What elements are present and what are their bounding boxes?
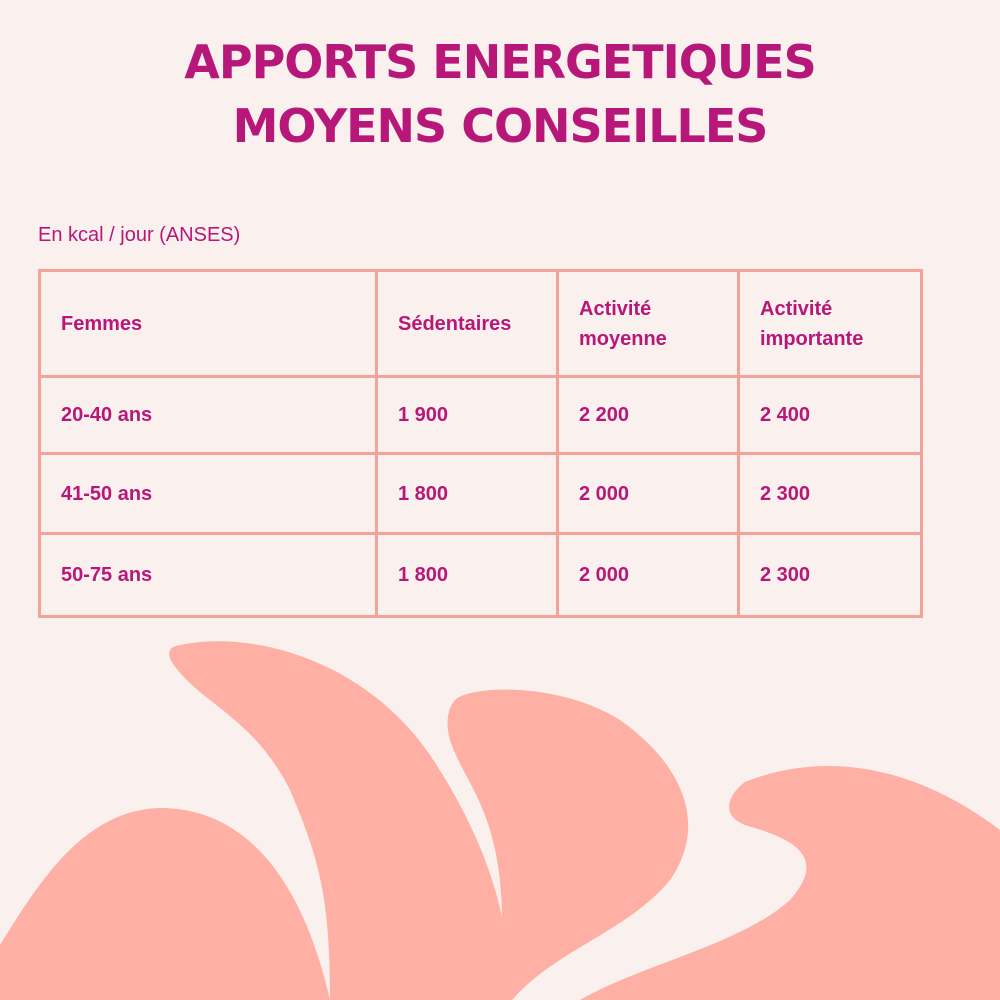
value-cell: 2 400 bbox=[739, 377, 922, 454]
value-cell: 2 300 bbox=[739, 534, 922, 617]
table-row bbox=[40, 534, 922, 617]
table-row bbox=[40, 377, 922, 454]
energy-intake-table bbox=[38, 269, 923, 618]
title-line-1: APPORTS ENERGETIQUES bbox=[184, 35, 816, 89]
value-cell: 2 000 bbox=[558, 454, 739, 534]
value-cell: 2 200 bbox=[558, 377, 739, 454]
value-cell: 2 300 bbox=[739, 454, 922, 534]
value-cell: 2 000 bbox=[558, 534, 739, 617]
page-title bbox=[0, 30, 1000, 158]
header-cell-femmes: Femmes bbox=[40, 271, 377, 377]
petal-shape-left bbox=[0, 808, 330, 1000]
petal-shape-right bbox=[580, 766, 1000, 1000]
value-cell: 1 800 bbox=[377, 454, 558, 534]
header-cell-sedentaires: Sédentaires bbox=[377, 271, 558, 377]
age-range-cell: 41-50 ans bbox=[40, 454, 377, 534]
value-cell: 1 900 bbox=[377, 377, 558, 454]
table-header-row bbox=[40, 271, 922, 377]
value-cell: 1 800 bbox=[377, 534, 558, 617]
age-range-cell: 20-40 ans bbox=[40, 377, 377, 454]
age-range-cell: 50-75 ans bbox=[40, 534, 377, 617]
petal-shape-tall bbox=[169, 641, 508, 1000]
petal-shape-middle bbox=[448, 690, 689, 1000]
table-row bbox=[40, 454, 922, 534]
header-cell-activite-importante: Activité importante bbox=[739, 271, 922, 377]
title-line-2: MOYENS CONSEILLES bbox=[232, 99, 768, 153]
table-caption: En kcal / jour (ANSES) bbox=[38, 224, 241, 246]
header-cell-activite-moyenne: Activité moyenne bbox=[558, 271, 739, 377]
